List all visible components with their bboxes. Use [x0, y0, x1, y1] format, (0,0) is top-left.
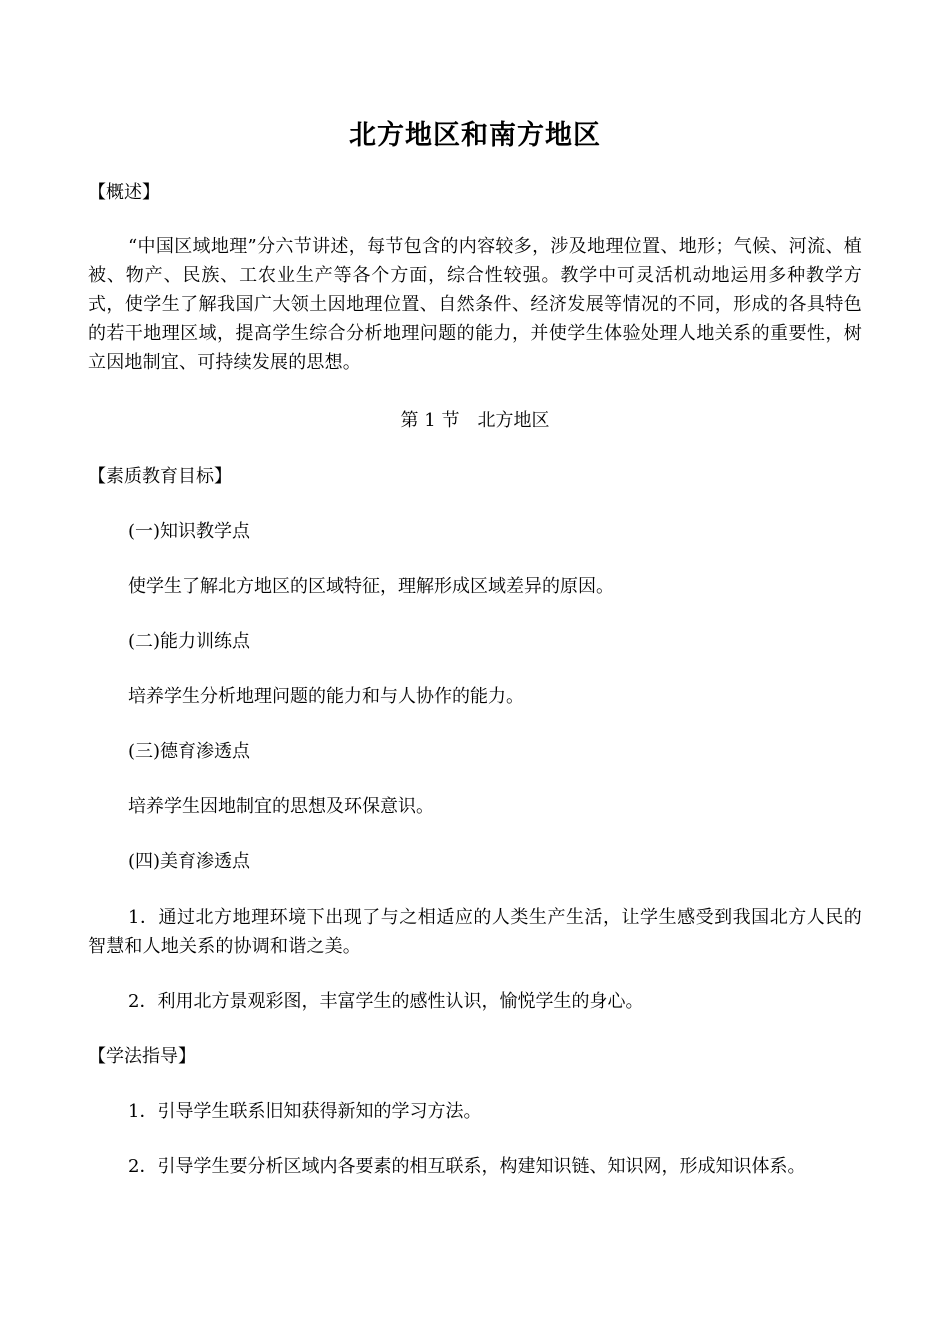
goal-ability-text: 培养学生分析地理问题的能力和与人协作的能力。	[128, 686, 524, 707]
method-item-1: 1．引导学生联系旧知获得新知的学习方法。	[128, 1101, 482, 1122]
goal-ability-label: (二)能力训练点	[128, 631, 251, 652]
goal-aesthetic-label: (四)美育渗透点	[128, 851, 251, 872]
method-item-2: 2．引导学生要分析区域内各要素的相互联系，构建知识链、知识网，形成知识体系。	[128, 1156, 806, 1177]
document-title: 北方地区和南方地区	[349, 120, 601, 151]
method-heading: 【学法指导】	[88, 1046, 196, 1067]
goal-moral-text: 培养学生因地制宜的思想及环保意识。	[128, 796, 434, 817]
goals-heading: 【素质教育目标】	[88, 466, 232, 487]
goal-aesthetic-item-1: 1．通过北方地理环境下出现了与之相适应的人类生产生活，让学生感受到我国北方人民的智慧和人地关系的协调和谐之美。	[88, 907, 862, 957]
goal-knowledge-text: 使学生了解北方地区的区域特征，理解形成区域差异的原因。	[128, 576, 614, 597]
section-title: 第 1 节 北方地区	[400, 410, 550, 431]
overview-paragraph: “中国区域地理”分六节讲述，每节包含的内容较多，涉及地理位置、地形；气候、河流、植被、物产、民族、工农业生产等各个方面，综合性较强。教学中可灵活机动地运用多种教学方式，使学生了解我国广大领土因地理位置、自然条件、经济发展等情况的不同，形成的各具特色的若干地理区域，提高学生综合分析地理问题的能力，并使学生体验处理人地关系的重要性，树立因地制宜、可持续发展的思想。	[88, 236, 862, 373]
goal-moral-label: (三)德育渗透点	[128, 741, 251, 762]
goal-aesthetic-item-2: 2．利用北方景观彩图，丰富学生的感性认识，愉悦学生的身心。	[128, 991, 644, 1012]
overview-heading: 【概述】	[88, 182, 160, 203]
goal-knowledge-label: (一)知识教学点	[128, 521, 251, 542]
